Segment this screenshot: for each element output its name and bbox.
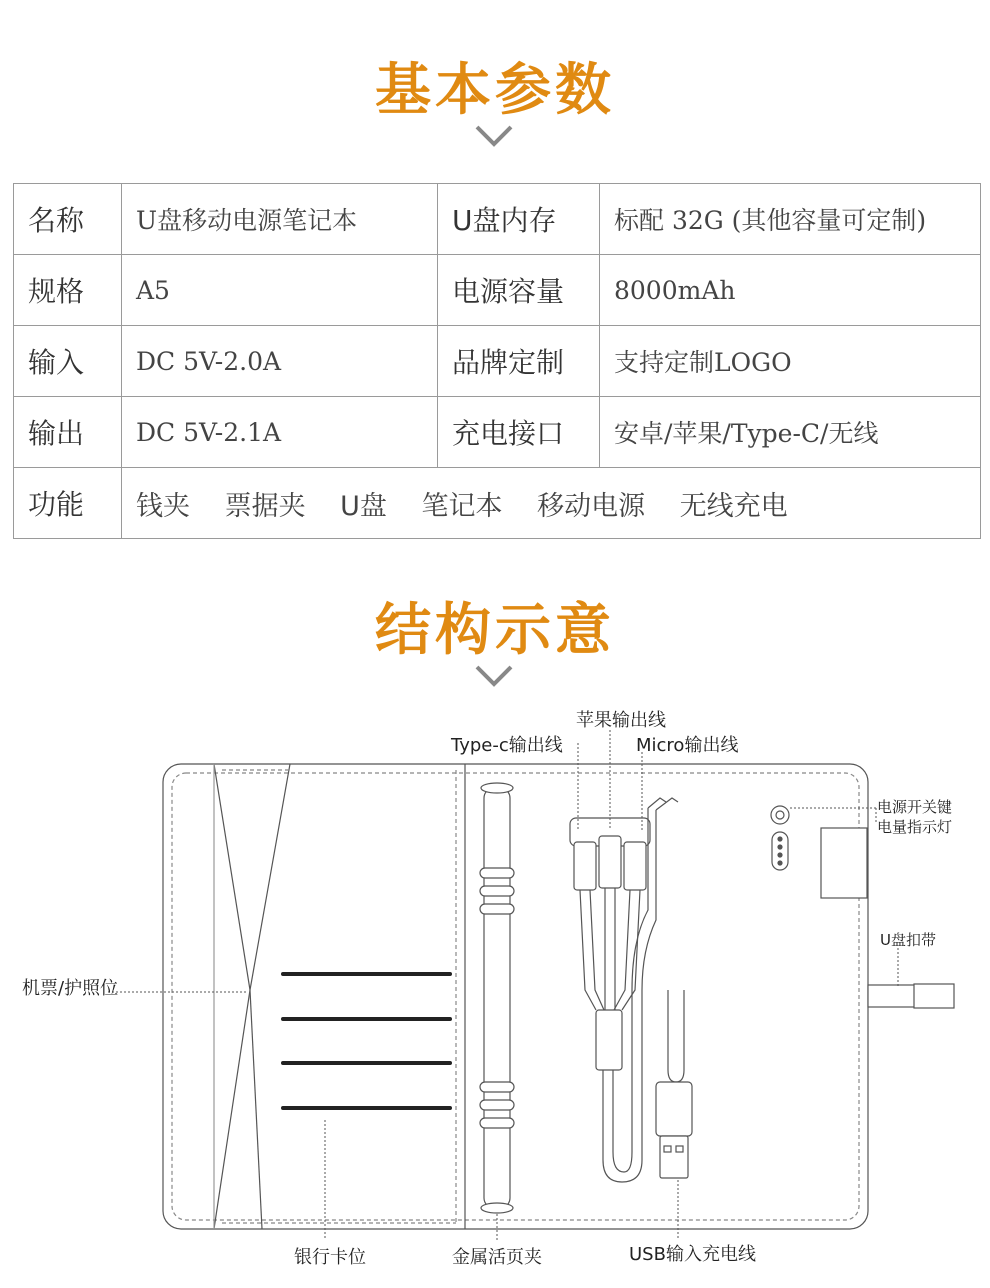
label-power-key: 电源开关键: [877, 798, 953, 816]
label-ticket-pocket: 机票/护照位: [22, 978, 119, 999]
notebook-cover-outline: [163, 764, 868, 1229]
param-key: 名称: [14, 184, 122, 255]
label-usb-strap: U盘扣带: [880, 931, 936, 949]
usb-strap: [868, 984, 954, 1008]
power-key: [771, 806, 789, 824]
table-row: [14, 184, 981, 255]
param-key: U盘内存: [438, 184, 600, 255]
param-key: 输入: [14, 326, 122, 397]
label-metal-binder: 金属活页夹: [452, 1247, 542, 1268]
label-usb-cable: USB输入充电线: [629, 1244, 756, 1265]
section-title-structure: 结构示意: [375, 598, 615, 663]
section-title-params: 基本参数: [375, 58, 615, 123]
param-value: 安卓/苹果/Type-C/无线: [600, 397, 981, 468]
param-value: A5: [122, 255, 438, 326]
params-table: [13, 183, 981, 539]
param-value: 标配 32G (其他容量可定制): [600, 184, 981, 255]
param-value: DC 5V-2.0A: [122, 326, 438, 397]
param-key: 充电接口: [438, 397, 600, 468]
chevron-down-icon: [474, 124, 514, 148]
table-row: [14, 468, 981, 539]
chevron-down-icon: [474, 664, 514, 688]
usb-cable-connector: [656, 990, 692, 1178]
param-value: 钱夹 票据夹 U盘 笔记本 移动电源 无线充电: [122, 468, 981, 539]
param-value: 支持定制LOGO: [600, 326, 981, 397]
param-key: 规格: [14, 255, 122, 326]
wireless-pad: [821, 828, 867, 898]
label-battery-indicator: 电量指示灯: [877, 818, 953, 836]
table-row: [14, 397, 981, 468]
table-row: [14, 255, 981, 326]
card-slots: [283, 974, 450, 1108]
param-key: 品牌定制: [438, 326, 600, 397]
param-value: DC 5V-2.1A: [122, 397, 438, 468]
label-micro-cable: Micro输出线: [636, 735, 739, 756]
param-key: 功能: [14, 468, 122, 539]
cover-stitching: [172, 773, 859, 1220]
param-value: U盘移动电源笔记本: [122, 184, 438, 255]
label-card-slots: 银行卡位: [294, 1247, 366, 1268]
param-key: 电源容量: [438, 255, 600, 326]
label-apple-cable: 苹果输出线: [576, 710, 666, 731]
ticket-pocket-edge: [214, 764, 250, 990]
label-typec-cable: Type-c输出线: [451, 735, 563, 756]
notebook-structure-diagram: [0, 690, 990, 1288]
param-value: 8000mAh: [600, 255, 981, 326]
table-row: [14, 326, 981, 397]
param-key: 输出: [14, 397, 122, 468]
metal-binder: [480, 783, 514, 1213]
